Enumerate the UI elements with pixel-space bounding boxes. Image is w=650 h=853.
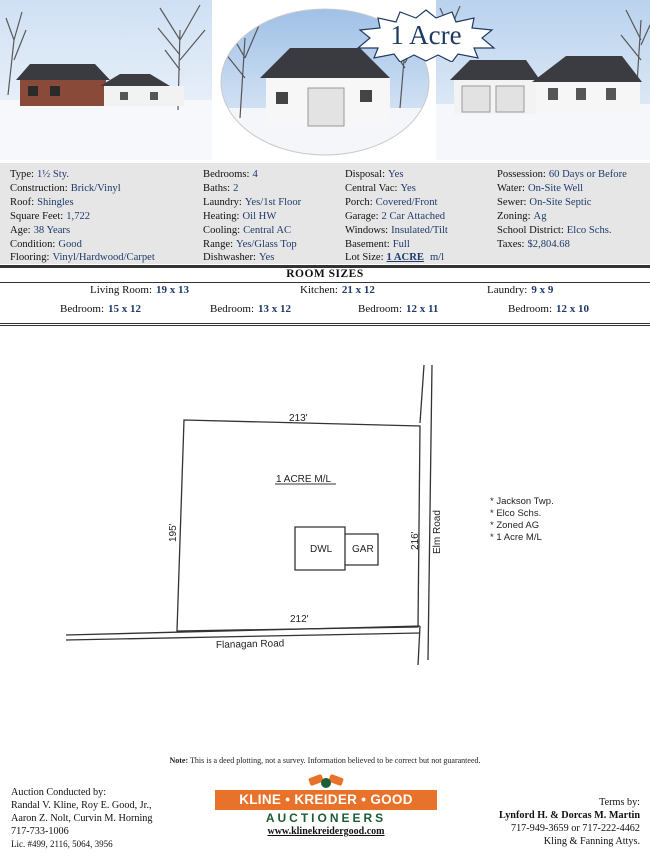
plot-note: * Zoned AG [490, 520, 540, 531]
detail-row [203, 168, 301, 182]
detail-label: Flooring: [10, 252, 50, 264]
detail-label: Central Vac: [345, 182, 398, 194]
room-name: Laundry: [487, 284, 528, 296]
detail-row [203, 238, 301, 252]
detail-value: Yes [388, 169, 404, 180]
detail-row [497, 196, 627, 210]
detail-value: $2,804.68 [527, 238, 570, 250]
detail-label: Roof: [10, 196, 35, 208]
detail-row [10, 196, 155, 210]
detail-value: 1 ACRE [386, 252, 424, 264]
detail-label: Baths: [203, 182, 231, 194]
detail-label: Water: [497, 182, 525, 194]
flanagan-road-label: Flanagan Road [215, 638, 285, 651]
detail-value: On-Site Well [527, 182, 584, 194]
detail-label: Taxes: [497, 238, 525, 250]
detail-value: Ag [533, 210, 547, 222]
detail-value: 1,722 [66, 210, 91, 222]
detail-label: Sewer: [497, 196, 527, 208]
seller-names: Lynford H. & Dorcas M. Martin [498, 810, 640, 821]
room-dimensions: 12 x 11 [406, 303, 439, 315]
detail-row [345, 168, 448, 182]
parcel-label: 1 ACRE M/L [276, 474, 332, 485]
room-dimensions: 13 x 12 [258, 303, 291, 315]
detail-row [345, 196, 448, 210]
logo-firm-name: KLINE • KREIDER • GOOD [215, 790, 437, 810]
detail-label: Garage: [345, 210, 379, 222]
elm-road-line [420, 365, 424, 423]
room-name: Living Room: [90, 284, 153, 296]
detail-value: 1½ Sty. [36, 169, 69, 180]
detail-value: 2 Car Attached [381, 210, 446, 222]
divider [0, 282, 650, 283]
detail-label: Condition: [10, 238, 56, 250]
detail-label: Disposal: [345, 169, 386, 180]
room-dimensions: 19 x 13 [156, 284, 190, 296]
top-dimension: 213' [289, 413, 308, 424]
garage-label: GAR [352, 544, 374, 555]
detail-value: 38 Years [33, 224, 71, 236]
seller-phone: 717-949-3659 or 717-222-4462 [510, 823, 640, 834]
detail-label: Construction: [10, 182, 68, 194]
room-dimensions: 12 x 10 [556, 303, 589, 315]
dwelling-label: DWL [310, 544, 333, 555]
auctioneer-line: Aaron Z. Nolt, Curvin M. Horning [11, 813, 153, 824]
room-sizes-title: ROOM SIZES [286, 268, 364, 280]
detail-value: Yes/1st Floor [244, 196, 302, 208]
website-link[interactable]: www.klinekreidergood.com [267, 826, 385, 837]
detail-value: Good [58, 238, 82, 250]
room-dimensions: 9 x 9 [531, 284, 554, 296]
room-size-item [508, 303, 589, 315]
detail-value: On-Site Septic [529, 196, 592, 208]
detail-label: Heating: [203, 210, 240, 222]
acreage-headline: 1 Acre [390, 20, 462, 50]
auctioneer-line: Auction Conducted by: [11, 787, 107, 798]
room-name: Bedroom: [358, 303, 402, 315]
detail-value: Yes [258, 252, 275, 264]
room-size-item [90, 284, 189, 296]
detail-label: Cooling: [203, 224, 241, 236]
detail-suffix: m/l [429, 252, 445, 264]
room-size-item [358, 303, 438, 315]
detail-value: Elco Schs. [566, 224, 612, 236]
detail-row [203, 210, 301, 224]
auctioneer-license: Lic. #499, 2116, 5064, 3956 [11, 839, 113, 849]
room-name: Kitchen: [300, 284, 338, 296]
room-sizes [0, 264, 650, 328]
detail-row [10, 168, 155, 182]
disclaimer-note [0, 756, 650, 765]
room-dimensions: 21 x 12 [341, 284, 375, 296]
divider [0, 325, 650, 326]
room-name: Bedroom: [508, 303, 552, 315]
detail-label: Basement: [345, 238, 390, 250]
room-size-item [487, 284, 553, 296]
detail-row [345, 182, 448, 196]
detail-value: Central AC [243, 224, 292, 236]
detail-row [497, 182, 627, 196]
detail-label: Zoning: [497, 210, 531, 222]
parcel-boundary [177, 420, 420, 631]
detail-label: Age: [10, 224, 31, 236]
detail-label: Dishwasher: [203, 252, 256, 264]
terms-label: Terms by: [599, 797, 640, 808]
detail-row [345, 224, 448, 238]
detail-row [497, 238, 627, 252]
attorney-firm: Kling & Fanning Attys. [543, 836, 640, 847]
detail-value: Shingles [37, 196, 74, 208]
detail-value: Yes [400, 182, 416, 194]
detail-value: Yes/Glass Top [236, 238, 297, 250]
detail-label: Porch: [345, 196, 373, 208]
room-size-item [210, 303, 291, 315]
detail-row [345, 238, 448, 252]
left-dimension: 195' [168, 523, 179, 542]
details-column-4 [497, 168, 627, 251]
logo-subtitle: AUCTIONEERS [265, 811, 387, 825]
auctioneer-logo [215, 770, 437, 842]
right-dimension: 216' [410, 531, 421, 550]
details-column-1 [10, 168, 155, 265]
room-size-item [300, 284, 375, 296]
detail-label: Windows: [345, 224, 389, 236]
detail-value: Brick/Vinyl [70, 182, 121, 194]
divider [0, 323, 650, 324]
plot-note: * Jackson Twp. [490, 496, 554, 507]
room-name: Bedroom: [60, 303, 104, 315]
disclaimer-text: This is a deed plotting, not a survey. Information believed to be correct but not guaranteed. [190, 756, 481, 765]
property-details [0, 163, 650, 264]
detail-value: 60 Days or Before [548, 169, 627, 180]
disclaimer-label: Note: [169, 756, 189, 765]
detail-row [497, 168, 627, 182]
detail-row [203, 224, 301, 238]
details-column-2 [203, 168, 301, 265]
detail-label: School District: [497, 224, 564, 236]
detail-label: Square Feet: [10, 210, 64, 222]
detail-label: Possession: [497, 169, 546, 180]
detail-label: Range: [203, 238, 234, 250]
room-name: Bedroom: [210, 303, 254, 315]
detail-row [203, 196, 301, 210]
detail-value: Oil HW [242, 210, 277, 222]
detail-row [345, 210, 448, 224]
auctioneer-info [11, 786, 152, 851]
plot-note: * Elco Schs. [490, 508, 542, 519]
house-photo-left [0, 0, 212, 160]
elm-road-label: Elm Road [432, 510, 443, 554]
plot-note: * 1 Acre M/L [490, 532, 542, 543]
gavel-icon [305, 770, 347, 792]
details-column-3 [345, 168, 448, 265]
room-dimensions: 15 x 12 [108, 303, 141, 315]
detail-label: Bedrooms: [203, 169, 250, 180]
detail-row [10, 224, 155, 238]
detail-label: Laundry: [203, 196, 242, 208]
room-size-item [60, 303, 141, 315]
detail-row [497, 224, 627, 238]
detail-row [10, 238, 155, 252]
detail-value: Full [392, 238, 410, 250]
detail-value: Vinyl/Hardwood/Carpet [52, 252, 155, 264]
deed-plot-diagram [0, 330, 650, 750]
detail-row [10, 210, 155, 224]
detail-value: 2 [233, 182, 239, 194]
auctioneer-phone: 717-733-1006 [11, 826, 69, 837]
detail-row [203, 182, 301, 196]
detail-label: Lot Size: [345, 252, 384, 264]
detail-label: Type: [10, 169, 34, 180]
bottom-dimension: 212' [290, 614, 309, 625]
detail-value: Covered/Front [375, 196, 438, 208]
terms-info [499, 796, 640, 848]
detail-value: 4 [252, 169, 258, 180]
detail-value: Insulated/Tilt [391, 224, 448, 236]
auctioneer-line: Randal V. Kline, Roy E. Good, Jr., [11, 800, 152, 811]
detail-row [497, 210, 627, 224]
detail-row [10, 182, 155, 196]
